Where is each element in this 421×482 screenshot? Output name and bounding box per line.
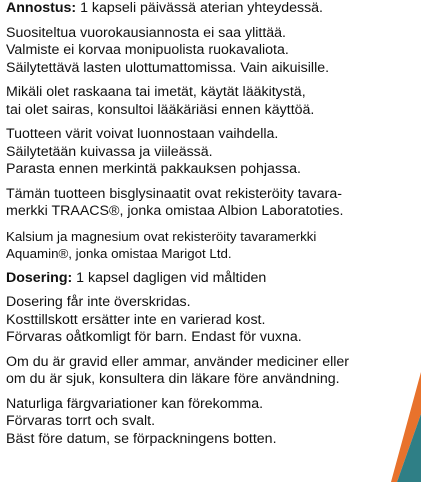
dosage-text-finnish: 1 kapseli päivässä aterian yhteydessä. (76, 0, 324, 16)
text-line: Aquamin®, jonka omistaa Marigot Ltd. (6, 246, 232, 261)
text-line: Suositeltua vuorokausiannosta ei saa ylittää. (6, 24, 286, 41)
text-line: Kosttillskott ersätter inte en varierad kost. (6, 311, 266, 328)
warnings-finnish (6, 25, 418, 78)
text-line: Förvaras oåtkomligt för barn. Endast för vuxna. (6, 329, 302, 345)
text-line: Bäst före datum, se förpackningens botten. (6, 430, 277, 447)
text-line: Naturliga färgvariationer kan förekomma. (6, 395, 264, 412)
text-line: Tämän tuotteen bisglysinaatit ovat rekisteröity tavara- (6, 185, 342, 202)
text-line: Parasta ennen merkintä pakkauksen pohjassa. (6, 161, 301, 177)
trademark-aquamin (6, 228, 418, 263)
text-line: tai olet sairas, konsultoi lääkäriäsi ennen käyttöä. (6, 101, 315, 118)
text-line: Säilytetään kuivassa ja viileässä. (6, 143, 213, 160)
text-line: Tuotteen värit voivat luonnostaan vaihdella. (6, 126, 279, 142)
text-line: om du är sjuk, konsultera din läkare före användning. (6, 371, 340, 387)
trademark-traacs (6, 186, 418, 221)
pregnancy-note-swedish (6, 354, 418, 389)
warnings-swedish (6, 294, 418, 347)
dosage-heading-swedish: Dosering: (6, 269, 73, 286)
text-line: Förvaras torrt och svalt. (6, 413, 156, 429)
text-line: Dosering får inte överskridas. (6, 294, 191, 310)
dosage-swedish (6, 270, 418, 288)
pregnancy-note-finnish (6, 84, 418, 119)
text-line: Säilytettävä lasten ulottumattomissa. Vain aikuisille. (6, 59, 330, 76)
text-line: Mikäli olet raskaana tai imetät, käytät lääkitystä, (6, 84, 306, 100)
text-line: Valmiste ei korvaa monipuolista ruokavaliota. (6, 42, 289, 58)
text-line: Om du är gravid eller ammar, använder mediciner eller (6, 353, 350, 370)
label-text-block (6, 0, 418, 448)
storage-swedish (6, 396, 418, 449)
decorative-corner-graphic (391, 372, 421, 482)
storage-finnish (6, 126, 418, 179)
dosage-finnish (6, 0, 418, 18)
text-line: merkki TRAACS®, jonka omistaa Albion Laboratoties. (6, 203, 344, 219)
dosage-heading-finnish: Annostus: (6, 0, 77, 16)
dosage-text-swedish: 1 kapsel dagligen vid måltiden (72, 269, 267, 286)
text-line: Kalsium ja magnesium ovat rekisteröity tavaramerkki (6, 228, 317, 244)
